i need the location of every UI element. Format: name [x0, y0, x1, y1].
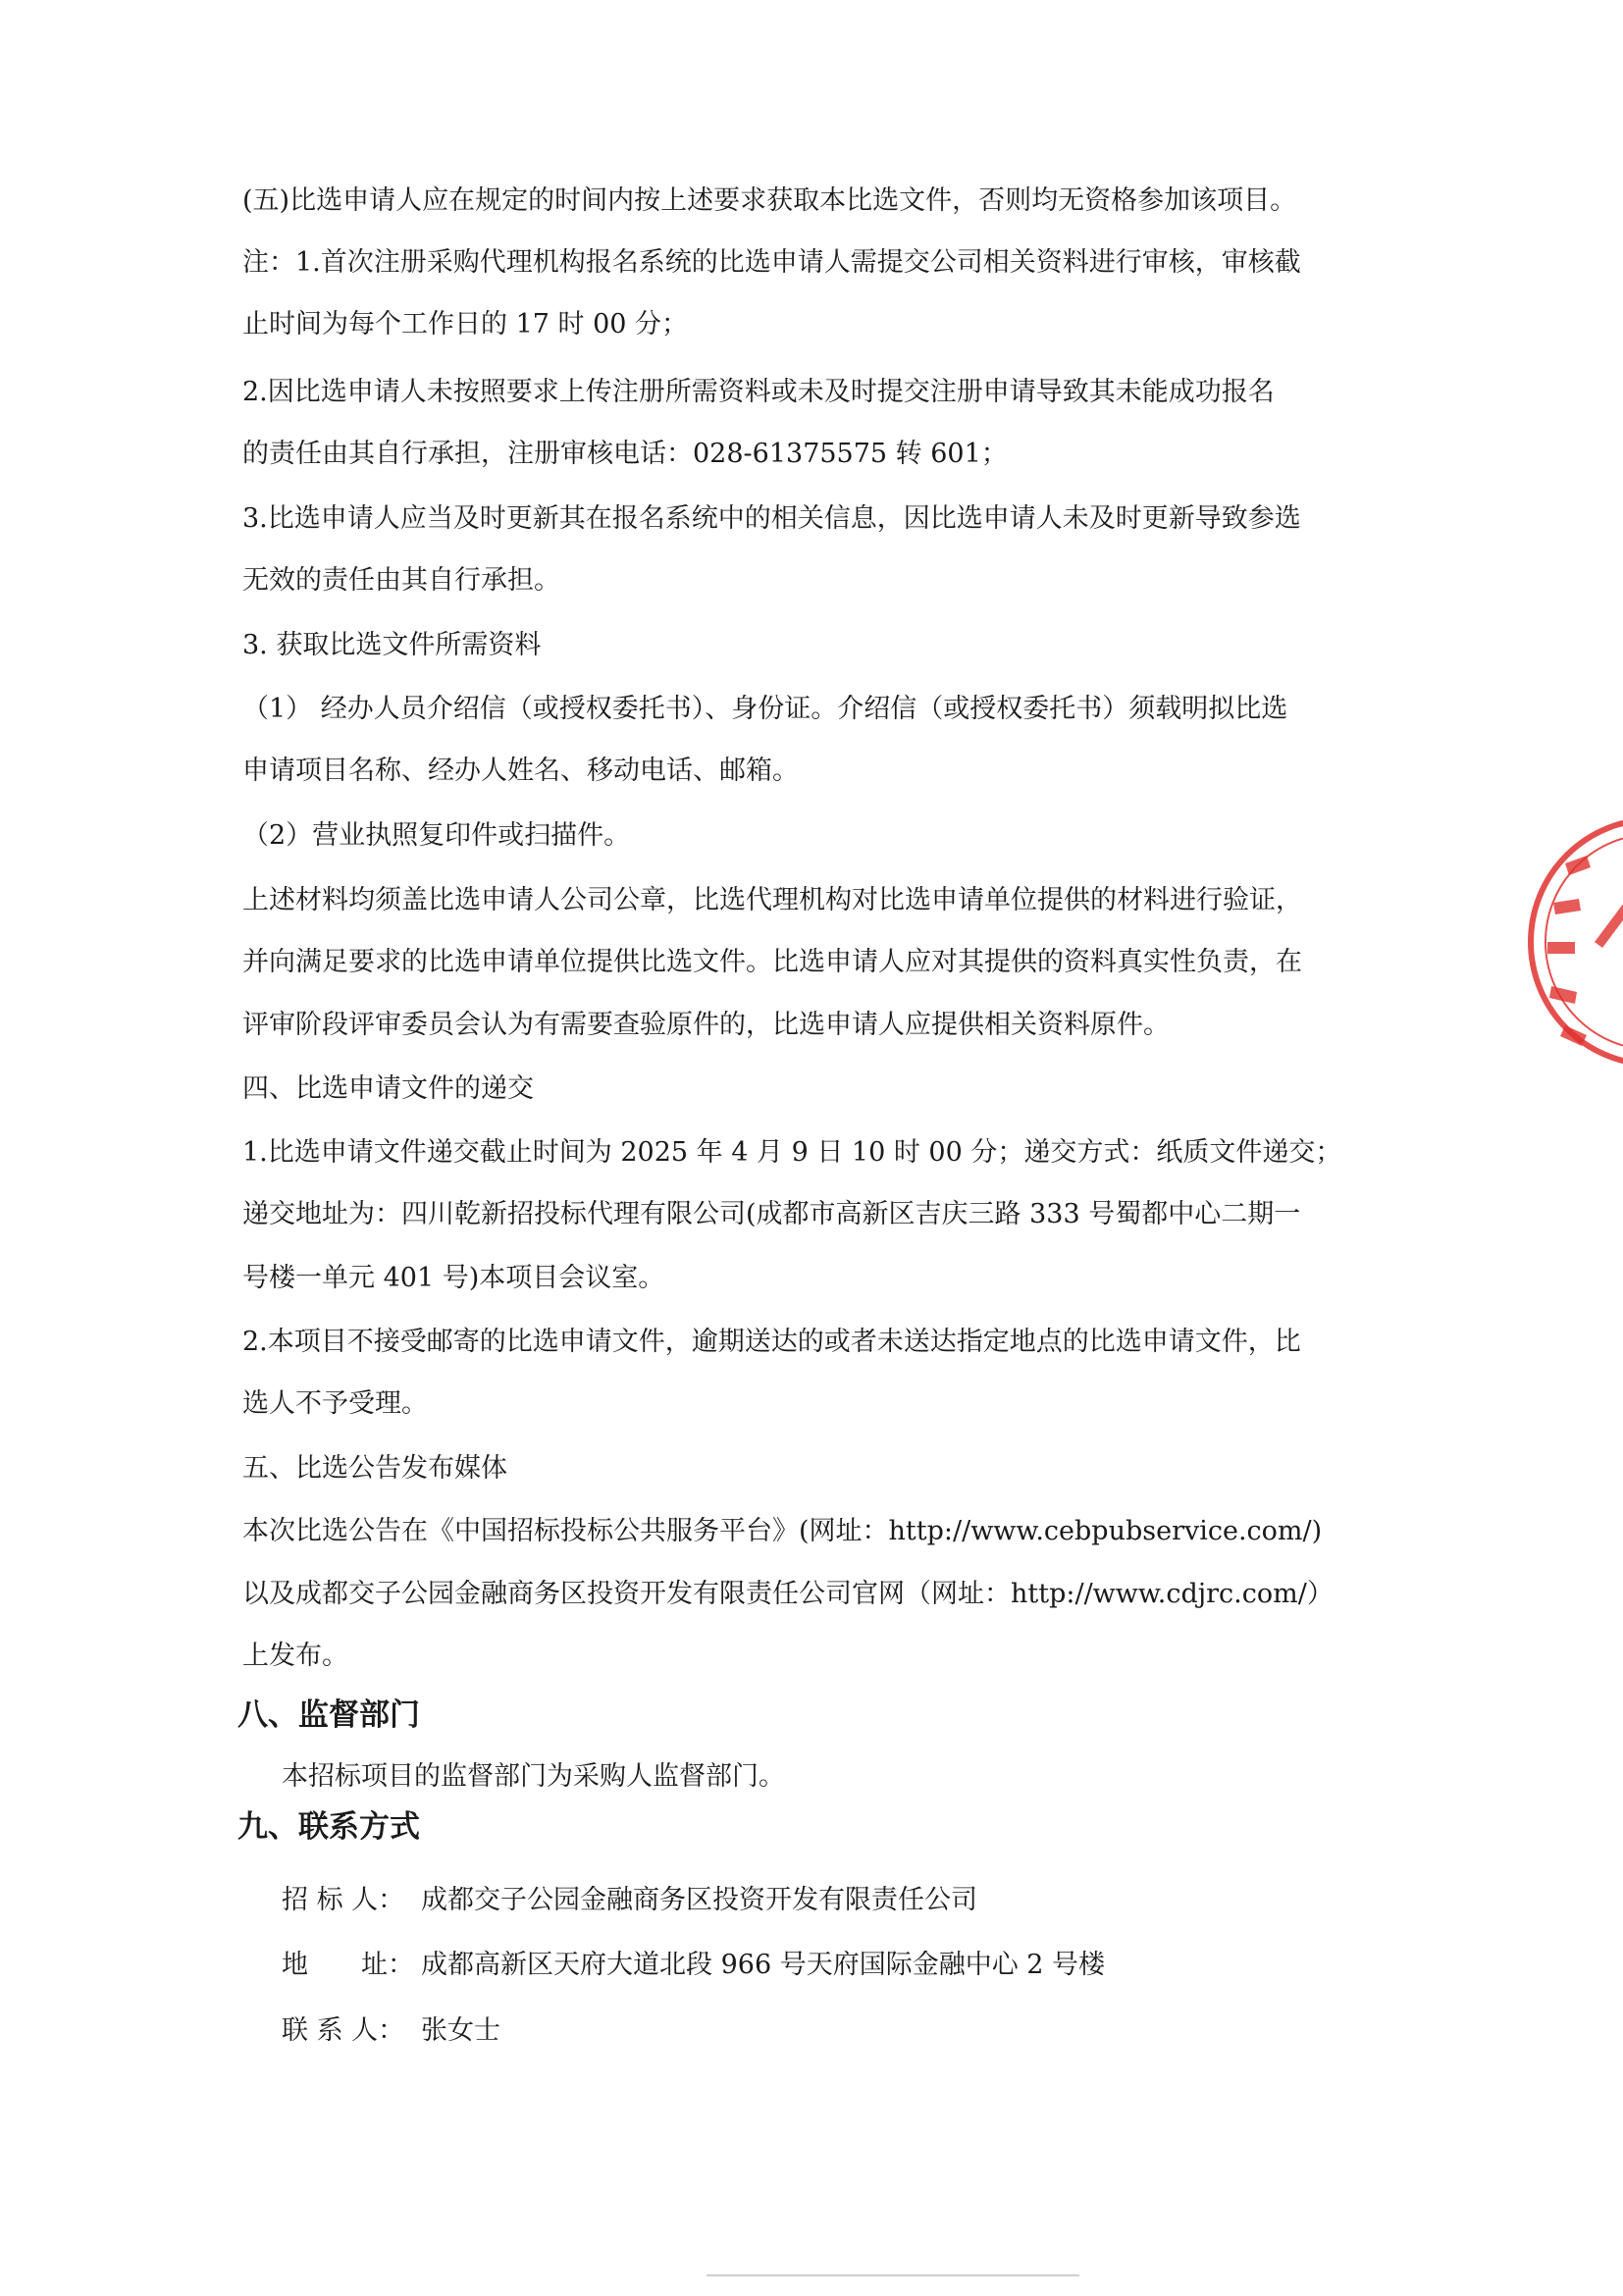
contact-row-person — [282, 2011, 500, 2051]
section-title: 四、比选申请文件的递交 — [242, 1073, 534, 1104]
body-line: 以及成都交子公园金融商务区投资开发有限责任公司官网（网址：http://www.cdjrc.com/） — [242, 1579, 1334, 1609]
body-line: 1.比选申请文件递交截止时间为 2025 年 4 月 9 日 10 时 00 分；递交方式：纸质文件递交； — [242, 1137, 1342, 1168]
body-line: 止时间为每个工作日的 17 时 00 分； — [242, 309, 689, 339]
contact-label: 招 标 人： — [282, 1885, 405, 1915]
body-line: 申请项目名称、经办人姓名、移动电话、邮箱。 — [242, 756, 799, 786]
body-line: （2）营业执照复印件或扫描件。 — [242, 820, 631, 851]
official-seal-stamp — [1526, 795, 1623, 1089]
contact-label: 联 系 人： — [282, 2015, 405, 2046]
section-heading-contact: 九、联系方式 — [237, 1809, 420, 1845]
bottom-scan-rule — [707, 2274, 1079, 2276]
section-title: 五、比选公告发布媒体 — [242, 1453, 507, 1484]
body-line: 注：1.首次注册采购代理机构报名系统的比选申请人需提交公司相关资料进行审核，审核截 — [242, 247, 1301, 278]
body-line: （1） 经办人员介绍信（或授权委托书）、身份证。介绍信（或授权委托书）须载明拟比选 — [242, 694, 1288, 724]
section-heading-supervision: 八、监督部门 — [237, 1697, 420, 1733]
body-line: 上发布。 — [242, 1641, 348, 1671]
body-line: 选人不予受理。 — [242, 1388, 428, 1419]
body-line: 无效的责任由其自行承担。 — [242, 565, 560, 596]
contact-label: 地 址： — [282, 1950, 414, 1980]
body-line: 3.比选申请人应当及时更新其在报名系统中的相关信息，因比选申请人未及时更新导致参选 — [242, 503, 1301, 534]
contact-row-address — [282, 1946, 1105, 1985]
body-line: 3. 获取比选文件所需资料 — [242, 630, 542, 660]
contact-value: 成都交子公园金融商务区投资开发有限责任公司 — [421, 1885, 977, 1915]
contact-value: 张女士 — [421, 2015, 500, 2046]
supervision-text: 本招标项目的监督部门为采购人监督部门。 — [282, 1761, 785, 1792]
body-line: 的责任由其自行承担，注册审核电话：028-61375575 转 601； — [242, 439, 1008, 469]
body-line: 2.本项目不接受邮寄的比选申请文件，逾期送达的或者未送达指定地点的比选申请文件，比 — [242, 1327, 1301, 1357]
body-line: 本次比选公告在《中国招标投标公共服务平台》(网址：http://www.cebpubservice.com/) — [242, 1516, 1323, 1546]
body-line: 2.因比选申请人未按照要求上传注册所需资料或未及时提交注册申请导致其未能成功报名 — [242, 377, 1275, 407]
body-line: (五)比选申请人应在规定的时间内按上述要求获取本比选文件，否则均无资格参加该项目。 — [242, 185, 1297, 216]
contact-value: 成都高新区天府大道北段 966 号天府国际金融中心 2 号楼 — [421, 1950, 1106, 1980]
body-line: 评审阶段评审委员会认为有需要查验原件的，比选申请人应提供相关资料原件。 — [242, 1010, 1170, 1040]
body-line: 递交地址为：四川乾新招投标代理有限公司(成都市高新区吉庆三路 333 号蜀都中心二期一 — [242, 1199, 1301, 1229]
body-line: 号楼一单元 401 号)本项目会议室。 — [242, 1263, 665, 1293]
body-line: 并向满足要求的比选申请单位提供比选文件。比选申请人应对其提供的资料真实性负责，在 — [242, 947, 1302, 977]
contact-row-tenderer — [282, 1881, 977, 1920]
body-line: 上述材料均须盖比选申请人公司公章，比选代理机构对比选申请单位提供的材料进行验证， — [242, 885, 1302, 915]
